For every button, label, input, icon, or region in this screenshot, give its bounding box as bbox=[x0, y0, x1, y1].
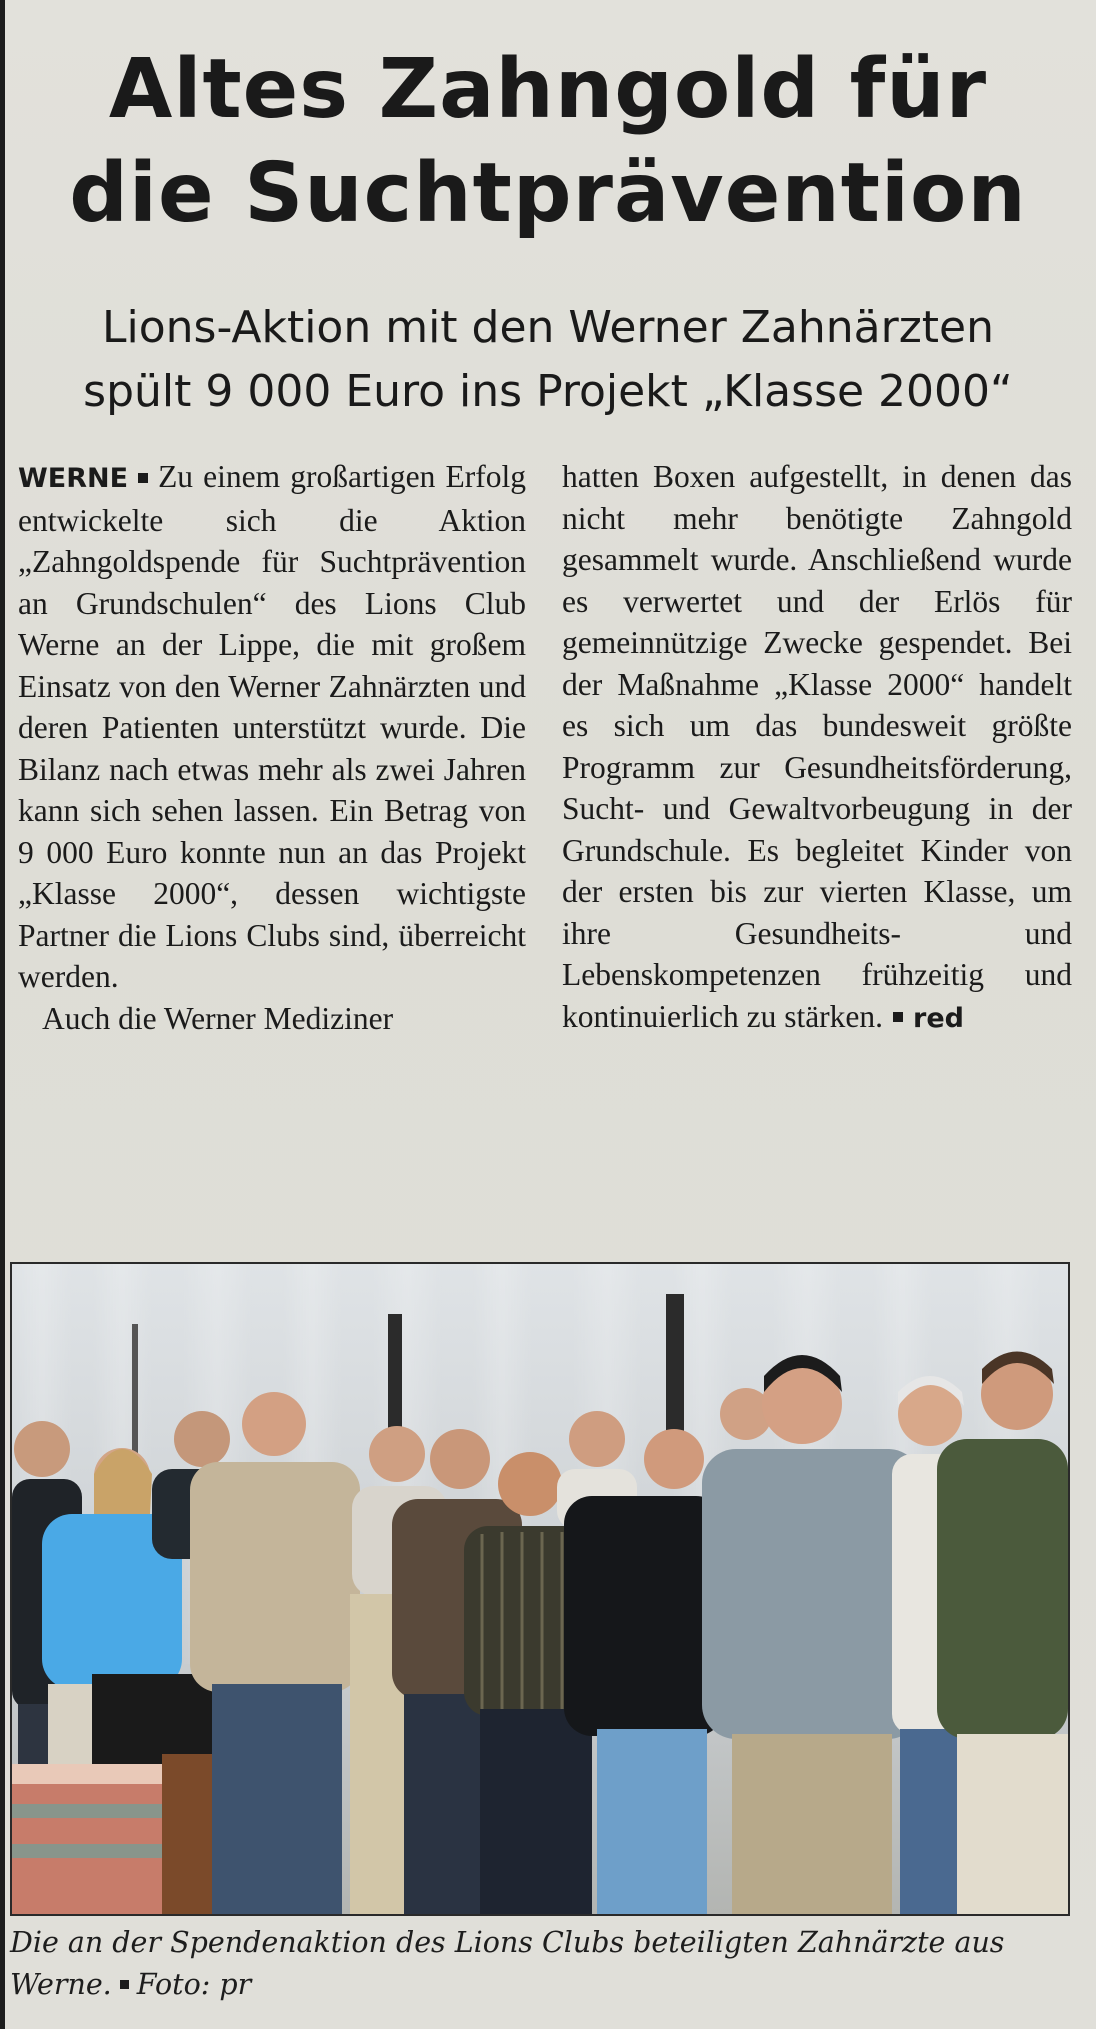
square-bullet-icon bbox=[138, 473, 148, 483]
article-column-2 bbox=[562, 456, 1072, 1039]
headline-line-2: die Suchtprävention bbox=[69, 146, 1027, 241]
body-text-column-2: hatten Boxen aufgestellt, in denen das nicht mehr benötigte Zahngold gesammelt wurde. Anschließend wurde es verwertet und der Erlös für gemeinnützige Zwecke gespendet. Bei der Maßnahme „Klasse 2000“ handelt es sich um das bundesweit größte Programm zur Gesundheitsförderung, Sucht- und Gewaltvorbeugung in der Grundschule. Es begleitet Kinder von der ersten bis zur vierten Klasse, um ihre Gesundheits- und Lebenskompetenzen frühzeitig und kontinuierlich zu stärken. bbox=[562, 459, 1072, 1034]
photo-caption bbox=[10, 1922, 1074, 2006]
group-photo bbox=[10, 1262, 1070, 1916]
author-signature: red bbox=[913, 1002, 964, 1034]
body-text-column-1-paragraph-2: Auch die Werner Mediziner bbox=[42, 1000, 394, 1036]
caption-text: Die an der Spendenaktion des Lions Clubs beteiligten Zahnärzte aus Werne. bbox=[10, 1926, 1005, 2001]
subheadline-line-2: spült 9 000 Euro ins Projekt „Klasse 2000“ bbox=[83, 366, 1013, 417]
square-bullet-icon bbox=[893, 1012, 903, 1022]
photo-credit: Foto: pr bbox=[136, 1968, 252, 2001]
headline-line-1: Altes Zahngold für bbox=[108, 42, 988, 137]
group-photo-image bbox=[12, 1264, 1068, 1914]
subheadline-line-1: Lions-Aktion mit den Werner Zahnärzten bbox=[101, 302, 994, 353]
subheadline bbox=[20, 296, 1076, 424]
dateline: WERNE bbox=[18, 463, 129, 494]
article-column-1 bbox=[18, 456, 526, 1039]
headline bbox=[20, 38, 1076, 246]
square-bullet-icon bbox=[120, 1980, 129, 1989]
clipping-edge bbox=[0, 0, 5, 2029]
body-text-column-1: Zu einem großartigen Erfolg entwickelte sich die Aktion „Zahngoldspende für Suchtprävention an Grundschulen“ des Lions Club Werne an der Lippe, die mit großem Einsatz von den Werner Zahnärzten und deren Patienten unterstützt wurde. Die Bilanz nach etwas mehr als zwei Jahren kann sich sehen lassen. Ein Betrag von 9 000 Euro konnte nun an das Projekt „Klasse 2000“, dessen wichtigste Partner die Lions Clubs sind, überreicht werden. bbox=[18, 459, 526, 994]
